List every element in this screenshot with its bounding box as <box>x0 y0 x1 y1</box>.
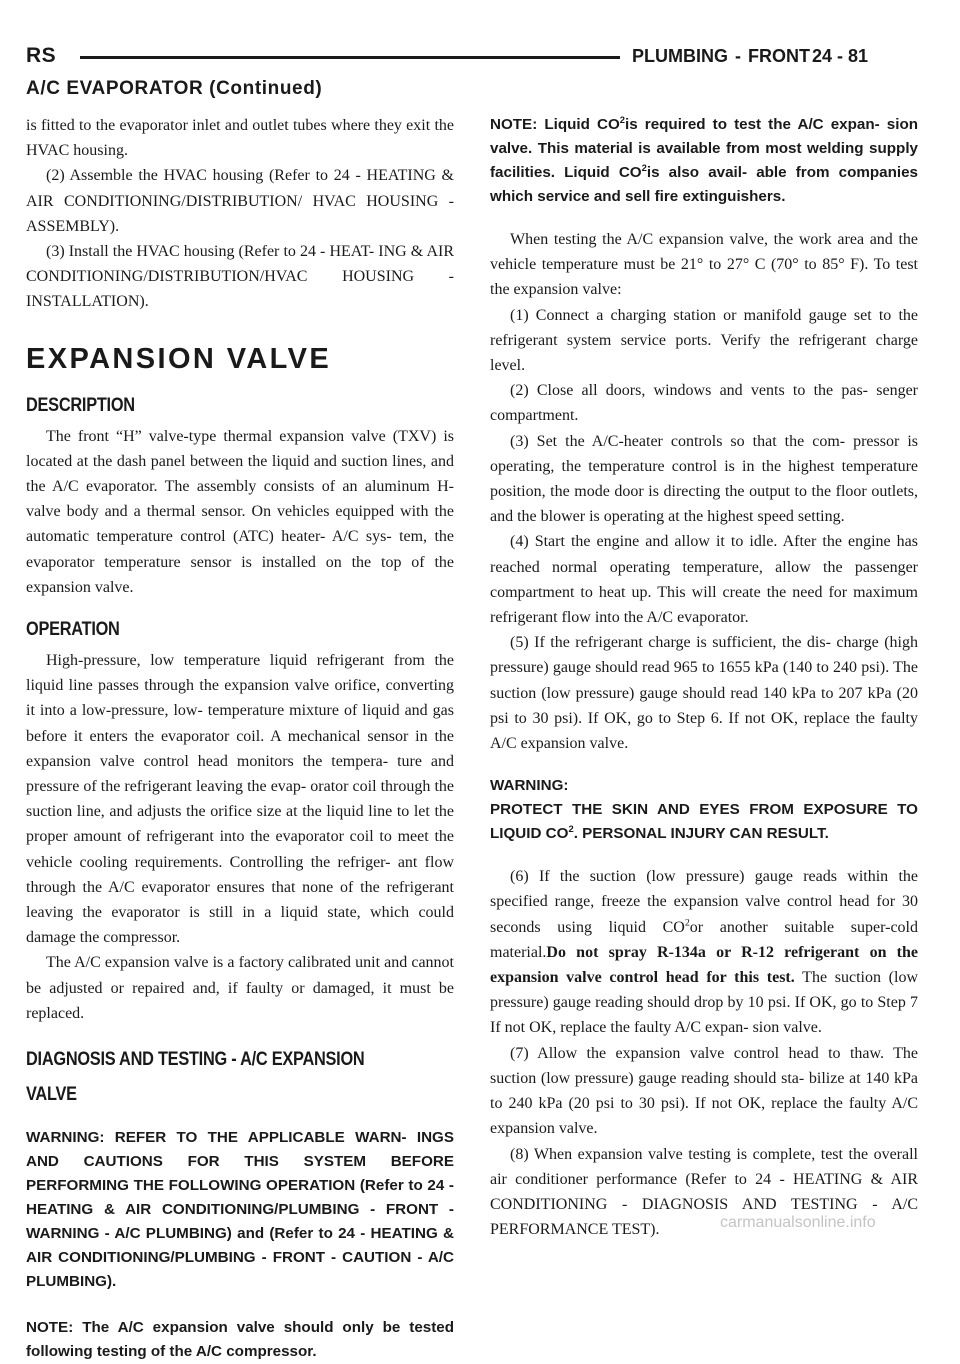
note-test-after-compressor: NOTE: The A/C expansion valve should only be tested following testing of the A/C compressor. <box>26 1319 454 1361</box>
test-step-8: (8) When expansion valve testing is complete, test the overall air conditioner performance (Refer to 24 - HEATING & AIR CONDITIONING - DIAGNOSIS AND TESTING - A/C PERFORMANCE TEST). <box>490 1145 918 1239</box>
test-intro: When testing the A/C expansion valve, the work area and the vehicle temperature must be 21° to 27° C (70° to 85° F). To test the expansion valve: <box>490 231 918 299</box>
left-column <box>26 113 454 1364</box>
header-section-title: PLUMBING - FRONT <box>632 46 810 66</box>
step-6-caution-bold: Do not spray R-134a or R-12 refrigerant on the expansion valve control head for this test. <box>490 943 918 987</box>
header-page-number: 24 - 81 <box>812 46 869 66</box>
warning-applicable: WARNING: REFER TO THE APPLICABLE WARN- INGS AND CAUTIONS FOR THIS SYSTEM BEFORE PERFORMING THE FOLLOWING OPERATION (Refer to 24 - HEATING & AIR CONDITIONING/PLUMBING - FRONT - WARNING - A/C PLUMBING) and (Refer to 24 - HEATING & AIR CONDITIONING/PLUMBING - FRONT - CAUTION - A/C PLUMBING). <box>26 1129 454 1291</box>
warning-protect-skin: WARNING: PROTECT THE SKIN AND EYES FROM EXPOSURE TO LIQUID $CO^2$. PERSONAL INJURY CAN RESULT. <box>490 777 918 843</box>
operation-paragraph-1: High-pressure, low temperature liquid refrigerant from the liquid line passes through the expansion valve orifice, converting it into a low-pressure, low- temperature mixture of liquid and gas before it enters the evaporator coil. A mechanical sensor in the expansion valve control head monitors the tempera- ture and pressure of the refrigerant leaving the evap- orator coil through the suction line, and adjusts the orifice size at the liquid line to let the proper amount of refrigerant into the evaporator coil to meet the vehicle cooling requirements. Controlling the refriger- ant flow through the A/C evaporator ensures that none of the refrigerant leaving the evaporator is still in a liquid state, which could damage the compressor. <box>26 652 454 947</box>
header-rule <box>80 56 620 59</box>
test-step-3: (3) Set the A/C-heater controls so that the com- pressor is operating, the temperature control is in the highest temperature position, the mode door is directing the output to the floor outlets, and the blower is operating at the highest speed setting. <box>490 432 918 526</box>
operation-paragraph-2: The A/C expansion valve is a factory calibrated unit and cannot be adjusted or repaired and, if faulty or damaged, it must be replaced. <box>26 954 454 1022</box>
step-3-install: (3) Install the HVAC housing (Refer to 24 - HEAT- ING & AIR CONDITIONING/DISTRIBUTION/HVAC HOUSING - INSTALLATION). <box>26 243 454 311</box>
header-model-code: RS <box>26 44 57 67</box>
heading-description: DESCRIPTION <box>26 394 135 416</box>
section-title-expansion-valve: EXPANSION VALVE <box>26 342 332 375</box>
note-liquid-co2: NOTE: Liquid $CO^2is$ required to test the A/C expan- sion valve. This material is available from most welding supply facilities. Liquid $CO^2is$ also avail- able from companies which service and sell fire extinguishers. <box>490 113 919 205</box>
step-2-assemble: (2) Assemble the HVAC housing (Refer to 24 - HEATING & AIR CONDITIONING/DISTRIBUTION/ HVAC HOUSING - ASSEMBLY). <box>26 167 454 235</box>
test-step-1: (1) Connect a charging station or manifold gauge set to the refrigerant system service ports. Verify the refrigerant charge level. <box>490 306 918 375</box>
test-step-6: (6) If the suction (low pressure) gauge reads within the specified range, freeze the expansion valve control head for 30 seconds using liquid $CO^2or$ another suitable super-cold material.Do not spray R-134a or R-12 refrigerant on the expansion valve control head for this test. The suction (low pressure) gauge reading should drop by 10 psi. If OK, go to Step 7 If not OK, replace the faulty A/C expan- sion valve. <box>490 868 919 1037</box>
test-step-4: (4) Start the engine and allow it to idle. After the engine has reached normal operating temperature, allow the passenger compartment to heat up. This will create the need for maximum refrigerant flow into the A/C evaporator. <box>490 533 918 627</box>
watermark: carmanualsonline.info <box>720 1214 876 1231</box>
paragraph-continuation: is fitted to the evaporator inlet and outlet tubes where they exit the HVAC housing. <box>26 117 454 160</box>
description-paragraph: The front “H” valve-type thermal expansion valve (TXV) is located at the dash panel between the liquid and suction lines, and the A/C evaporator. The assembly consists of an aluminum H-valve body and a thermal sensor. On vehicles equipped with the automatic temperature control (ATC) heater- A/C sys- tem, the evaporator temperature sensor is installed on the top of the expansion valve. <box>26 427 454 596</box>
heading-operation: OPERATION <box>26 619 120 641</box>
test-step-5: (5) If the refrigerant charge is sufficient, the dis- charge (high pressure) gauge should read 965 to 1655 kPa (140 to 240 psi). The suction (low pressure) gauge should read 140 kPa to 207 kPa (20 psi to 30 psi). If OK, go to Step 6. If not OK, replace the faulty A/C expansion valve. <box>490 634 918 753</box>
heading-diagnosis-testing: DIAGNOSIS AND TESTING - A/C EXPANSION VALVE <box>26 1049 365 1106</box>
right-column <box>490 113 918 1242</box>
test-step-2: (2) Close all doors, windows and vents to the pas- senger compartment. <box>490 382 918 425</box>
continued-section-title: A/C EVAPORATOR (Continued) <box>26 78 323 99</box>
test-step-7: (7) Allow the expansion valve control head to thaw. The suction (low pressure) gauge reading should sta- bilize at 140 kPa to 240 kPa (20 psi to 30 psi). If not OK, replace the faulty A/C expansion valve. <box>490 1044 918 1138</box>
